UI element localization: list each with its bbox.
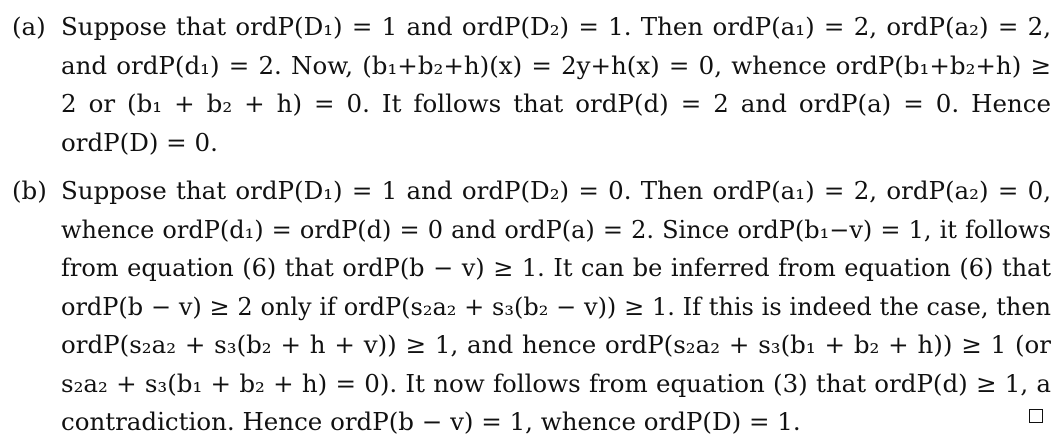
case-b-line-2: whence ordP(d₁) = ordP(d) = 0 and ordP(a) = 2. Since ordP(b₁−v) = 1, it follows	[61, 215, 1051, 244]
case-a-marker: (a)	[12, 12, 46, 41]
qed-square-icon	[1029, 409, 1043, 423]
case-b-line-7: contradiction. Hence ordP(b − v) = 1, whence ordP(D) = 1.	[61, 407, 801, 436]
case-a-line-4: ordP(D) = 0.	[61, 127, 218, 157]
case-b-line-6: s₂a₂ + s₃(b₁ + b₂ + h) = 0). It now follows from equation (3) that ordP(d) ≥ 1, a	[61, 368, 1051, 398]
case-b-text	[61, 172, 1051, 442]
case-b-line-3: from equation (6) that ordP(b − v) ≥ 1. It can be inferred from equation (6) that	[61, 254, 1051, 282]
case-b-marker: (b)	[12, 176, 47, 205]
case-a-line-3: 2 or (b₁ + b₂ + h) = 0. It follows that ordP(d) = 2 and ordP(a) = 0. Hence	[61, 89, 1051, 118]
case-a-text	[61, 8, 1051, 162]
case-b-line-4: ordP(b − v) ≥ 2 only if ordP(s₂a₂ + s₃(b₂ − v)) ≥ 1. If this is indeed the case, then	[61, 292, 1051, 321]
case-a-line-2: and ordP(d₁) = 2. Now, (b₁+b₂+h)(x) = 2y+h(x) = 0, whence ordP(b₁+b₂+h) ≥	[61, 50, 1051, 80]
case-a-line-1: Suppose that ordP(D₁) = 1 and ordP(D₂) = 1. Then ordP(a₁) = 2, ordP(a₂) = 2,	[61, 12, 1051, 41]
case-b-line-5: ordP(s₂a₂ + s₃(b₂ + h + v)) ≥ 1, and hence ordP(s₂a₂ + s₃(b₁ + b₂ + h)) ≥ 1 (or	[61, 330, 1051, 359]
case-b-line-1: Suppose that ordP(D₁) = 1 and ordP(D₂) = 0. Then ordP(a₁) = 2, ordP(a₂) = 0,	[61, 176, 1051, 205]
